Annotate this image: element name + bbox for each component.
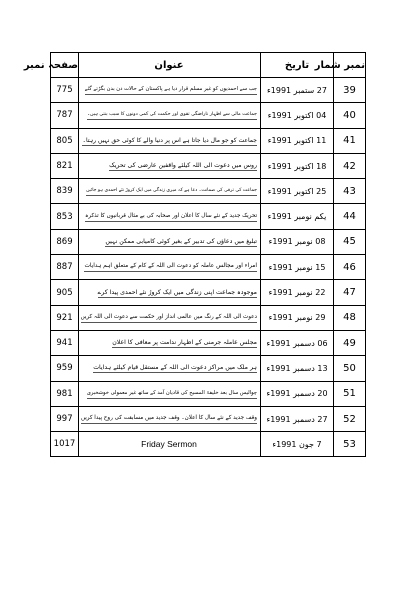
serial-number: 50 (334, 356, 366, 381)
sermon-title: روس میں دعوت الی اللہ کیلئے واقفین عارضی کی تحریک (109, 162, 257, 170)
sermon-date: 20 دسمبر 1991ء (261, 381, 334, 406)
page-number: 869 (51, 229, 79, 254)
sermon-date: 15 نومبر 1991ء (261, 255, 334, 280)
serial-number: 51 (334, 381, 366, 406)
page-number: 941 (51, 330, 79, 355)
sermon-date: یکم نومبر 1991ء (261, 204, 334, 229)
serial-number: 48 (334, 305, 366, 330)
table-row (51, 406, 366, 431)
page-number: 905 (51, 280, 79, 305)
table-row (51, 128, 366, 153)
sermon-title-cell (79, 381, 261, 406)
sermon-date: 29 نومبر 1991ء (261, 305, 334, 330)
header-page-number: صفحہ نمبر (51, 53, 79, 78)
table-row (51, 153, 366, 178)
sermon-title: وقف جدید کے نئے سال کا اعلان۔ وقف جدید میں مسابقت کی روح پیدا کریں (81, 414, 257, 424)
sermon-title-cell (79, 78, 261, 103)
table-row (51, 255, 366, 280)
table-row (51, 229, 366, 254)
sermon-title: دعوت الی اللہ کے رنگ میں عالمی انداز اور حکمت سے دعوت الی اللہ کریں (81, 313, 257, 323)
header-row (51, 53, 366, 78)
page-number: 959 (51, 356, 79, 381)
sermon-title: تبلیغ میں دعاؤں کی تدبیر کے بغیر کوئی کامیابی ممکن نہیں (105, 237, 257, 245)
serial-number: 41 (334, 128, 366, 153)
header-serial: نمبر شمار (334, 53, 366, 78)
table-row (51, 103, 366, 128)
serial-number: 46 (334, 255, 366, 280)
sermon-title: امراء اور مجالس عاملہ کو دعوت الی اللہ کے کام کے متعلق اہم ہدایات (84, 262, 257, 272)
sermon-title-cell (79, 330, 261, 355)
sermon-date: 25 اکتوبر 1991ء (261, 179, 334, 204)
serial-number: 40 (334, 103, 366, 128)
sermon-title-cell (79, 255, 261, 280)
sermon-title: جماعت مالی سے اظہار ناراضگی تقوی اور حکمت کی کمی دونوں کا سبب بنتی ہیں۔ (87, 110, 257, 120)
sermon-date: 08 نومبر 1991ء (261, 229, 334, 254)
table-row (51, 305, 366, 330)
page-number: 821 (51, 153, 79, 178)
sermon-title-cell (79, 179, 261, 204)
sermon-date: 22 نومبر 1991ء (261, 280, 334, 305)
sermon-date: 13 دسمبر 1991ء (261, 356, 334, 381)
page-number: 887 (51, 255, 79, 280)
serial-number: 44 (334, 204, 366, 229)
index-table (23, 52, 366, 457)
sermon-date: 27 دسمبر 1991ء (261, 406, 334, 431)
page-number: 775 (51, 78, 79, 103)
header-date: تاریخ (261, 53, 334, 78)
sermon-title: جماعت کو جو مال دیا جاتا ہے اس پر دنیا والے کا کوئی حق نہیں رہتا۔ (82, 136, 257, 144)
sermon-title: جب سے احمدیوں کو غیر مسلم قرار دیا ہے پاکستان کے حالات دن بدن بگڑتے گئے (85, 85, 257, 95)
serial-number: 39 (334, 78, 366, 103)
sermon-title-cell (79, 406, 261, 431)
page-number: 787 (51, 103, 79, 128)
sermon-title: ہر ملک میں مراکز دعوت الی اللہ کے مستقل قیام کیلئے ہدایات (93, 364, 257, 372)
sermon-title-cell (79, 356, 261, 381)
sermon-title-cell (79, 204, 261, 229)
sermon-title: موجودہ جماعت اپنی زندگی میں ایک کروڑ نئے احمدی پیدا کرے (97, 288, 257, 296)
page-number: 997 (51, 406, 79, 431)
serial-number: 53 (334, 432, 366, 457)
serial-number: 47 (334, 280, 366, 305)
table-row (51, 78, 366, 103)
serial-number: 42 (334, 153, 366, 178)
sermon-date: 18 اکتوبر 1991ء (261, 153, 334, 178)
sermon-title: مجلس عاملہ جرمنی کے اظہار ندامت پر معافی کا اعلان (112, 339, 257, 347)
sermon-title: چوالیس سال بعد خلیفۃ المسیح کی قادیان آمد کے ساتھ غیر معمولی خوشخبری (87, 389, 257, 399)
page-number: 839 (51, 179, 79, 204)
sermon-title: Friday Sermon (141, 439, 197, 450)
sermon-title-cell (79, 280, 261, 305)
table-row (51, 432, 366, 457)
sermon-title-cell (79, 128, 261, 153)
sermon-title-cell (79, 305, 261, 330)
serial-number: 49 (334, 330, 366, 355)
serial-number: 52 (334, 406, 366, 431)
serial-number: 45 (334, 229, 366, 254)
table-row (51, 204, 366, 229)
sermon-date: 11 اکتوبر 1991ء (261, 128, 334, 153)
page-number: 1017 (51, 432, 79, 457)
table-row (51, 179, 366, 204)
table-row (51, 330, 366, 355)
header-title: عنوان (79, 53, 261, 78)
sermon-title-cell (79, 153, 261, 178)
sermon-title-cell (79, 229, 261, 254)
sermon-title: تحریک جدید کے نئے سال کا اعلان اور صحابہ کی بے مثال قربانیوں کا تذکرہ (85, 212, 257, 222)
page-number: 921 (51, 305, 79, 330)
page-number: 805 (51, 128, 79, 153)
table-row (51, 280, 366, 305)
serial-number: 43 (334, 179, 366, 204)
sermon-title: جماعت کی ترقی کی ضمانت۔ دعا ہے کہ میری زندگی میں ایک کروڑ نئے احمدی ہو جائیں (86, 186, 257, 196)
sermon-date: 06 دسمبر 1991ء (261, 330, 334, 355)
sermon-date: 04 اکتوبر 1991ء (261, 103, 334, 128)
page-number: 853 (51, 204, 79, 229)
page-number: 981 (51, 381, 79, 406)
sermon-title-cell (79, 103, 261, 128)
sermon-title-cell (79, 432, 261, 457)
table-row (51, 356, 366, 381)
sermon-date: 27 ستمبر 1991ء (261, 78, 334, 103)
sermon-date: 7 جون 1991ء (261, 432, 334, 457)
table-row (51, 381, 366, 406)
